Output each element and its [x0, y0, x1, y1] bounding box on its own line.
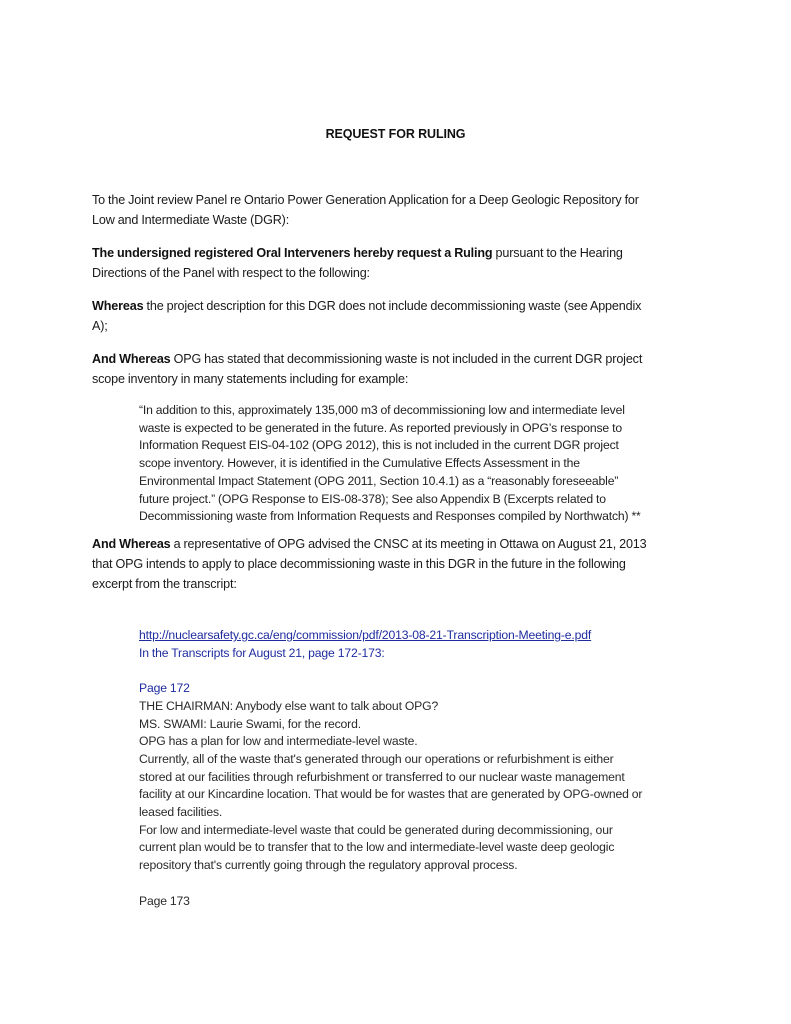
- whereas-3-bold: And Whereas: [92, 537, 171, 551]
- whereas-paragraph-2: [92, 349, 692, 389]
- addressee-paragraph: [92, 190, 692, 230]
- quote-line: Environmental Impact Statement (OPG 2011, Section 10.4.1) as a “reasonably foreseeable”: [139, 473, 619, 488]
- transcript-reference: In the Transcripts for August 21, page 172-173:: [139, 645, 385, 660]
- whereas-paragraph-1: [92, 296, 692, 336]
- request-text: pursuant to the Hearing: [492, 246, 623, 260]
- whereas-2-text: OPG has stated that decommissioning waste is not included in the current DGR project: [170, 352, 643, 366]
- transcript-line: THE CHAIRMAN: Anybody else want to talk about OPG?: [139, 698, 439, 713]
- transcript-line: repository that's currently going through the regulatory approval process.: [139, 858, 518, 873]
- quote-line: Decommissioning waste from Information Requests and Responses compiled by Northwatch) **: [139, 509, 641, 524]
- page-title: REQUEST FOR RULING: [325, 127, 466, 141]
- quote-line: waste is expected to be generated in the future. As reported previously in OPG’s response to: [139, 420, 622, 435]
- transcript-line: current plan would be to transfer that to the low and intermediate-level waste deep geologic: [139, 840, 615, 855]
- transcript-excerpt: [139, 627, 704, 910]
- quote-line: future project.” (OPG Response to EIS-08-378); See also Appendix B (Excerpts related to: [139, 491, 606, 506]
- spacer: [139, 875, 704, 893]
- whereas-paragraph-3: [92, 534, 692, 594]
- transcript-line: leased facilities.: [139, 805, 223, 820]
- transcript-link[interactable]: http://nuclearsafety.gc.ca/eng/commission/pdf/2013-08-21-Transcription-Meeting-e.pdf: [139, 628, 592, 642]
- quote-line: scope inventory. However, it is identified in the Cumulative Effects Assessment in the: [139, 456, 580, 471]
- whereas-3-text: a representative of OPG advised the CNSC at its meeting in Ottawa on August 21, 2013: [170, 537, 647, 551]
- transcript-line: For low and intermediate-level waste that could be generated during decommissioning, our: [139, 822, 613, 837]
- transcript-line: OPG has a plan for low and intermediate-level waste.: [139, 734, 418, 749]
- transcript-line: MS. SWAMI: Laurie Swami, for the record.: [139, 716, 361, 731]
- request-bold-text: The undersigned registered Oral Interveners hereby request a Ruling: [92, 246, 493, 260]
- spacer: [139, 662, 704, 680]
- page-172-label: Page 172: [139, 681, 190, 696]
- page-173-label: Page 173: [139, 893, 190, 908]
- whereas-2-bold: And Whereas: [92, 352, 171, 366]
- transcript-line: Currently, all of the waste that's generated through our operations or refurbishment is either: [139, 751, 614, 766]
- quote-line: “In addition to this, approximately 135,000 m3 of decommissioning low and intermediate level: [139, 403, 625, 417]
- addressee-line-1: To the Joint review Panel re Ontario Power Generation Application for a Deep Geologic Repository for: [92, 193, 639, 207]
- whereas-3-line-2: that OPG intends to apply to place decommissioning waste in this DGR in the future in the following: [92, 557, 626, 571]
- whereas-2-line-2: scope inventory in many statements including for example:: [92, 372, 409, 386]
- request-paragraph: [92, 243, 692, 283]
- addressee-line-2: Low and Intermediate Waste (DGR):: [92, 213, 290, 227]
- opg-quote-block: [139, 402, 704, 526]
- request-line-2: Directions of the Panel with respect to the following:: [92, 266, 370, 280]
- whereas-1-bold: Whereas: [92, 299, 144, 313]
- whereas-1-text: the project description for this DGR does not include decommissioning waste (see Appendix: [143, 299, 642, 313]
- transcript-line: facility at our Kincardine location. That would be for wastes that are generated by OPG-owned or: [139, 787, 643, 802]
- transcript-line: stored at our facilities through refurbishment or transferred to our nuclear waste management: [139, 769, 625, 784]
- whereas-3-line-3: excerpt from the transcript:: [92, 577, 237, 591]
- whereas-1-line-2: A);: [92, 319, 108, 333]
- quote-line: Information Request EIS-04-102 (OPG 2012), this is not included in the current DGR project: [139, 438, 619, 453]
